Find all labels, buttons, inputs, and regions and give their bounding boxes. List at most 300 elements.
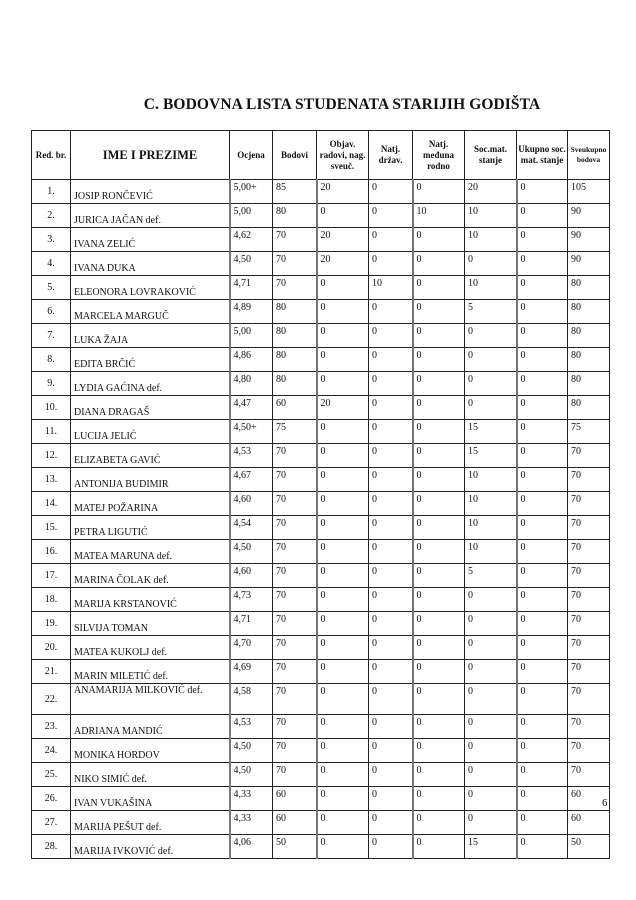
row-number-cell: 4. [32,252,71,276]
international-competition-cell: 0 [413,444,465,468]
published-papers-cell: 0 [317,636,369,660]
international-competition-cell: 0 [413,228,465,252]
socioeconomic-status-cell: 15 [465,444,517,468]
socioeconomic-status-cell: 0 [465,715,517,739]
table-row [32,715,610,739]
total-points-cell: 80 [568,300,610,324]
published-papers-cell: 0 [317,348,369,372]
international-competition-cell: 0 [413,468,465,492]
grade-cell: 4,86 [230,348,273,372]
table-row [32,739,610,763]
total-socioeconomic-cell: 0 [517,468,568,492]
national-competition-cell: 0 [369,348,413,372]
points-cell: 70 [273,715,317,739]
grade-cell: 4,50 [230,540,273,564]
total-socioeconomic-cell: 0 [517,787,568,811]
total-points-cell: 60 [568,787,610,811]
total-socioeconomic-cell: 0 [517,763,568,787]
international-competition-cell: 0 [413,739,465,763]
total-socioeconomic-cell: 0 [517,300,568,324]
national-competition-cell: 0 [369,492,413,516]
total-socioeconomic-cell: 0 [517,811,568,835]
total-points-cell: 70 [568,492,610,516]
national-competition-cell: 0 [369,444,413,468]
total-socioeconomic-cell: 0 [517,540,568,564]
national-competition-cell: 10 [369,276,413,300]
points-cell: 70 [273,444,317,468]
points-cell: 80 [273,324,317,348]
points-cell: 60 [273,811,317,835]
row-number-cell: 22. [32,684,71,715]
total-points-cell: 70 [568,660,610,684]
national-competition-cell: 0 [369,228,413,252]
table-row [32,516,610,540]
international-competition-cell: 0 [413,324,465,348]
national-competition-cell: 0 [369,516,413,540]
grade-cell: 4,54 [230,516,273,540]
grade-cell: 4,53 [230,444,273,468]
grade-cell: 4,69 [230,660,273,684]
socioeconomic-status-cell: 10 [465,276,517,300]
row-number-cell: 21. [32,660,71,684]
header-ukupno-soc-mat: Ukupno soc. mat. stanje [517,131,568,180]
row-number-cell: 14. [32,492,71,516]
international-competition-cell: 0 [413,372,465,396]
table-row [32,228,610,252]
published-papers-cell: 0 [317,835,369,859]
national-competition-cell: 0 [369,372,413,396]
total-points-cell: 70 [568,636,610,660]
total-points-cell: 70 [568,763,610,787]
international-competition-cell: 0 [413,811,465,835]
student-name-cell: IVANA ZELIĆ [71,228,230,252]
total-socioeconomic-cell: 0 [517,228,568,252]
page-number: 6 [602,797,608,809]
international-competition-cell: 0 [413,763,465,787]
table-row [32,636,610,660]
total-points-cell: 70 [568,516,610,540]
points-cell: 70 [273,468,317,492]
international-competition-cell: 0 [413,835,465,859]
table-row [32,180,610,204]
international-competition-cell: 0 [413,612,465,636]
international-competition-cell: 0 [413,540,465,564]
row-number-cell: 6. [32,300,71,324]
grade-cell: 4,33 [230,787,273,811]
national-competition-cell: 0 [369,540,413,564]
table-row [32,564,610,588]
student-name-cell: DIANA DRAGAŠ [71,396,230,420]
national-competition-cell: 0 [369,324,413,348]
grade-cell: 4,67 [230,468,273,492]
published-papers-cell: 0 [317,564,369,588]
international-competition-cell: 0 [413,180,465,204]
points-cell: 80 [273,348,317,372]
socioeconomic-status-cell: 15 [465,420,517,444]
student-name-cell: LUCIJA JELIĆ [71,420,230,444]
grade-cell: 4,53 [230,715,273,739]
socioeconomic-status-cell: 10 [465,204,517,228]
table-row [32,420,610,444]
total-points-cell: 70 [568,612,610,636]
national-competition-cell: 0 [369,300,413,324]
table-row [32,612,610,636]
header-sveukupno: Sveukupno bodova [568,131,610,180]
socioeconomic-status-cell: 0 [465,660,517,684]
socioeconomic-status-cell: 0 [465,739,517,763]
student-name-cell: MARIJA KRSTANOVIĆ [71,588,230,612]
table-row [32,684,610,715]
table-row [32,276,610,300]
socioeconomic-status-cell: 10 [465,468,517,492]
total-points-cell: 90 [568,204,610,228]
student-name-cell: ADRIANA MANDIĆ [71,715,230,739]
international-competition-cell: 0 [413,588,465,612]
grade-cell: 4,50 [230,739,273,763]
row-number-cell: 13. [32,468,71,492]
points-cell: 60 [273,787,317,811]
grade-cell: 4,89 [230,300,273,324]
published-papers-cell: 0 [317,588,369,612]
international-competition-cell: 0 [413,564,465,588]
header-row [32,131,610,180]
socioeconomic-status-cell: 20 [465,180,517,204]
published-papers-cell: 0 [317,715,369,739]
row-number-cell: 25. [32,763,71,787]
national-competition-cell: 0 [369,396,413,420]
total-points-cell: 75 [568,420,610,444]
table-row [32,396,610,420]
national-competition-cell: 0 [369,684,413,715]
student-name-cell: LYDIA GAĆINA def. [71,372,230,396]
table-row [32,811,610,835]
row-number-cell: 11. [32,420,71,444]
socioeconomic-status-cell: 0 [465,684,517,715]
student-name-cell: MARINA ČOLAK def. [71,564,230,588]
grade-cell: 4,60 [230,564,273,588]
published-papers-cell: 0 [317,276,369,300]
socioeconomic-status-cell: 0 [465,787,517,811]
socioeconomic-status-cell: 0 [465,636,517,660]
grade-cell: 4,33 [230,811,273,835]
student-name-cell: MONIKA HORDOV [71,739,230,763]
row-number-cell: 28. [32,835,71,859]
points-cell: 70 [273,540,317,564]
published-papers-cell: 0 [317,492,369,516]
points-cell: 70 [273,739,317,763]
row-number-cell: 18. [32,588,71,612]
socioeconomic-status-cell: 15 [465,835,517,859]
table-row [32,540,610,564]
row-number-cell: 20. [32,636,71,660]
total-points-cell: 80 [568,396,610,420]
international-competition-cell: 0 [413,684,465,715]
socioeconomic-status-cell: 10 [465,492,517,516]
points-cell: 70 [273,684,317,715]
student-name-cell: ANTONIJA BUDIMIR [71,468,230,492]
published-papers-cell: 0 [317,763,369,787]
header-name: IME I PREZIME [71,131,230,180]
published-papers-cell: 20 [317,228,369,252]
row-number-cell: 3. [32,228,71,252]
row-number-cell: 5. [32,276,71,300]
total-points-cell: 80 [568,372,610,396]
total-points-cell: 80 [568,324,610,348]
row-number-cell: 24. [32,739,71,763]
international-competition-cell: 0 [413,715,465,739]
published-papers-cell: 0 [317,612,369,636]
grade-cell: 4,71 [230,276,273,300]
grade-cell: 4,06 [230,835,273,859]
total-socioeconomic-cell: 0 [517,684,568,715]
points-cell: 70 [273,492,317,516]
total-points-cell: 105 [568,180,610,204]
row-number-cell: 26. [32,787,71,811]
total-socioeconomic-cell: 0 [517,252,568,276]
national-competition-cell: 0 [369,715,413,739]
table-row [32,787,610,811]
points-cell: 50 [273,835,317,859]
total-socioeconomic-cell: 0 [517,516,568,540]
points-cell: 70 [273,252,317,276]
points-cell: 70 [273,660,317,684]
header-natj-drzav: Natj. držav. [369,131,413,180]
socioeconomic-status-cell: 0 [465,612,517,636]
published-papers-cell: 0 [317,372,369,396]
header-bodovi: Bodovi [273,131,317,180]
international-competition-cell: 0 [413,300,465,324]
grade-cell: 4,62 [230,228,273,252]
socioeconomic-status-cell: 0 [465,348,517,372]
total-socioeconomic-cell: 0 [517,636,568,660]
national-competition-cell: 0 [369,763,413,787]
table-row [32,300,610,324]
socioeconomic-status-cell: 5 [465,564,517,588]
total-socioeconomic-cell: 0 [517,564,568,588]
grade-cell: 4,47 [230,396,273,420]
grade-cell: 4,71 [230,612,273,636]
header-soc-mat: Soc.mat. stanje [465,131,517,180]
grade-cell: 4,50 [230,763,273,787]
row-number-cell: 19. [32,612,71,636]
socioeconomic-status-cell: 0 [465,324,517,348]
grade-cell: 5,00 [230,204,273,228]
published-papers-cell: 0 [317,420,369,444]
national-competition-cell: 0 [369,787,413,811]
row-number-cell: 2. [32,204,71,228]
grade-cell: 5,00+ [230,180,273,204]
student-name-cell: JOSIP RONČEVIĆ [71,180,230,204]
published-papers-cell: 0 [317,787,369,811]
total-points-cell: 70 [568,444,610,468]
published-papers-cell: 0 [317,811,369,835]
published-papers-cell: 0 [317,444,369,468]
row-number-cell: 9. [32,372,71,396]
published-papers-cell: 0 [317,540,369,564]
total-socioeconomic-cell: 0 [517,204,568,228]
total-socioeconomic-cell: 0 [517,492,568,516]
international-competition-cell: 0 [413,516,465,540]
row-number-cell: 15. [32,516,71,540]
socioeconomic-status-cell: 0 [465,372,517,396]
international-competition-cell: 0 [413,348,465,372]
international-competition-cell: 0 [413,420,465,444]
points-cell: 80 [273,372,317,396]
total-socioeconomic-cell: 0 [517,660,568,684]
points-cell: 80 [273,300,317,324]
total-points-cell: 60 [568,811,610,835]
international-competition-cell: 0 [413,636,465,660]
total-socioeconomic-cell: 0 [517,444,568,468]
row-number-cell: 23. [32,715,71,739]
total-socioeconomic-cell: 0 [517,372,568,396]
grade-cell: 4,58 [230,684,273,715]
table-row [32,252,610,276]
grade-cell: 5,00 [230,324,273,348]
socioeconomic-status-cell: 0 [465,588,517,612]
table-row [32,372,610,396]
total-points-cell: 70 [568,715,610,739]
points-cell: 75 [273,420,317,444]
total-points-cell: 80 [568,276,610,300]
student-name-cell: ELIZABETA GAVIĆ [71,444,230,468]
total-points-cell: 70 [568,684,610,715]
row-number-cell: 10. [32,396,71,420]
total-points-cell: 80 [568,348,610,372]
student-name-cell: MATEA MARUNA def. [71,540,230,564]
points-cell: 70 [273,276,317,300]
points-cell: 80 [273,204,317,228]
grade-cell: 4,50 [230,252,273,276]
published-papers-cell: 0 [317,660,369,684]
grade-cell: 4,60 [230,492,273,516]
row-number-cell: 12. [32,444,71,468]
total-socioeconomic-cell: 0 [517,588,568,612]
international-competition-cell: 0 [413,276,465,300]
total-points-cell: 50 [568,835,610,859]
socioeconomic-status-cell: 0 [465,396,517,420]
international-competition-cell: 10 [413,204,465,228]
student-name-cell: NIKO SIMIĆ def. [71,763,230,787]
total-socioeconomic-cell: 0 [517,715,568,739]
table-row [32,324,610,348]
published-papers-cell: 20 [317,252,369,276]
national-competition-cell: 0 [369,835,413,859]
row-number-cell: 16. [32,540,71,564]
student-name-cell: MATEA KUKOLJ def. [71,636,230,660]
table-row [32,492,610,516]
published-papers-cell: 20 [317,396,369,420]
student-name-cell: IVANA DUKA [71,252,230,276]
header-objav: Objav. radovi, nag. sveuč. [317,131,369,180]
total-socioeconomic-cell: 0 [517,276,568,300]
total-socioeconomic-cell: 0 [517,420,568,444]
international-competition-cell: 0 [413,396,465,420]
points-cell: 70 [273,564,317,588]
published-papers-cell: 0 [317,516,369,540]
socioeconomic-status-cell: 10 [465,228,517,252]
row-number-cell: 17. [32,564,71,588]
international-competition-cell: 0 [413,787,465,811]
national-competition-cell: 0 [369,636,413,660]
socioeconomic-status-cell: 0 [465,763,517,787]
published-papers-cell: 0 [317,204,369,228]
international-competition-cell: 0 [413,660,465,684]
total-socioeconomic-cell: 0 [517,324,568,348]
student-name-cell: MARCELA MARGUČ [71,300,230,324]
national-competition-cell: 0 [369,204,413,228]
national-competition-cell: 0 [369,180,413,204]
points-cell: 70 [273,636,317,660]
socioeconomic-status-cell: 10 [465,540,517,564]
points-cell: 60 [273,396,317,420]
total-points-cell: 90 [568,228,610,252]
national-competition-cell: 0 [369,420,413,444]
table-row [32,835,610,859]
student-name-cell: JURICA JAČAN def. [71,204,230,228]
table-row [32,660,610,684]
total-points-cell: 70 [568,540,610,564]
score-table [31,130,610,859]
student-name-cell: EDITA BRČIĆ [71,348,230,372]
socioeconomic-status-cell: 5 [465,300,517,324]
row-number-cell: 8. [32,348,71,372]
table-row [32,763,610,787]
points-cell: 70 [273,763,317,787]
total-socioeconomic-cell: 0 [517,835,568,859]
national-competition-cell: 0 [369,612,413,636]
header-red-br: Red. br. [32,131,71,180]
total-points-cell: 70 [568,588,610,612]
national-competition-cell: 0 [369,739,413,763]
table-row [32,444,610,468]
socioeconomic-status-cell: 10 [465,516,517,540]
student-name-cell: IVAN VUKAŠINA [71,787,230,811]
grade-cell: 4,50+ [230,420,273,444]
student-name-cell: MARIJA IVKOVIĆ def. [71,835,230,859]
published-papers-cell: 0 [317,468,369,492]
student-name-cell: LUKA ŽAJA [71,324,230,348]
total-socioeconomic-cell: 0 [517,739,568,763]
total-points-cell: 70 [568,468,610,492]
total-socioeconomic-cell: 0 [517,348,568,372]
national-competition-cell: 0 [369,811,413,835]
grade-cell: 4,80 [230,372,273,396]
points-cell: 85 [273,180,317,204]
total-points-cell: 70 [568,739,610,763]
row-number-cell: 27. [32,811,71,835]
national-competition-cell: 0 [369,564,413,588]
total-points-cell: 90 [568,252,610,276]
published-papers-cell: 0 [317,300,369,324]
student-name-cell: ANAMARIJA MILKOVIĆ def. [71,684,230,715]
published-papers-cell: 20 [317,180,369,204]
student-name-cell: MATEJ POŽARINA [71,492,230,516]
national-competition-cell: 0 [369,468,413,492]
student-name-cell: SILVIJA TOMAN [71,612,230,636]
national-competition-cell: 0 [369,252,413,276]
national-competition-cell: 0 [369,660,413,684]
row-number-cell: 7. [32,324,71,348]
student-name-cell: MARIN MILETIĆ def. [71,660,230,684]
row-number-cell: 1. [32,180,71,204]
table-row [32,588,610,612]
page-title: C. BODOVNA LISTA STUDENATA STARIJIH GODIŠTA [143,96,541,113]
total-socioeconomic-cell: 0 [517,612,568,636]
published-papers-cell: 0 [317,324,369,348]
student-name-cell: MARIJA PEŠUT def. [71,811,230,835]
header-natj-medunarodno: Natj. međuna rodno [413,131,465,180]
